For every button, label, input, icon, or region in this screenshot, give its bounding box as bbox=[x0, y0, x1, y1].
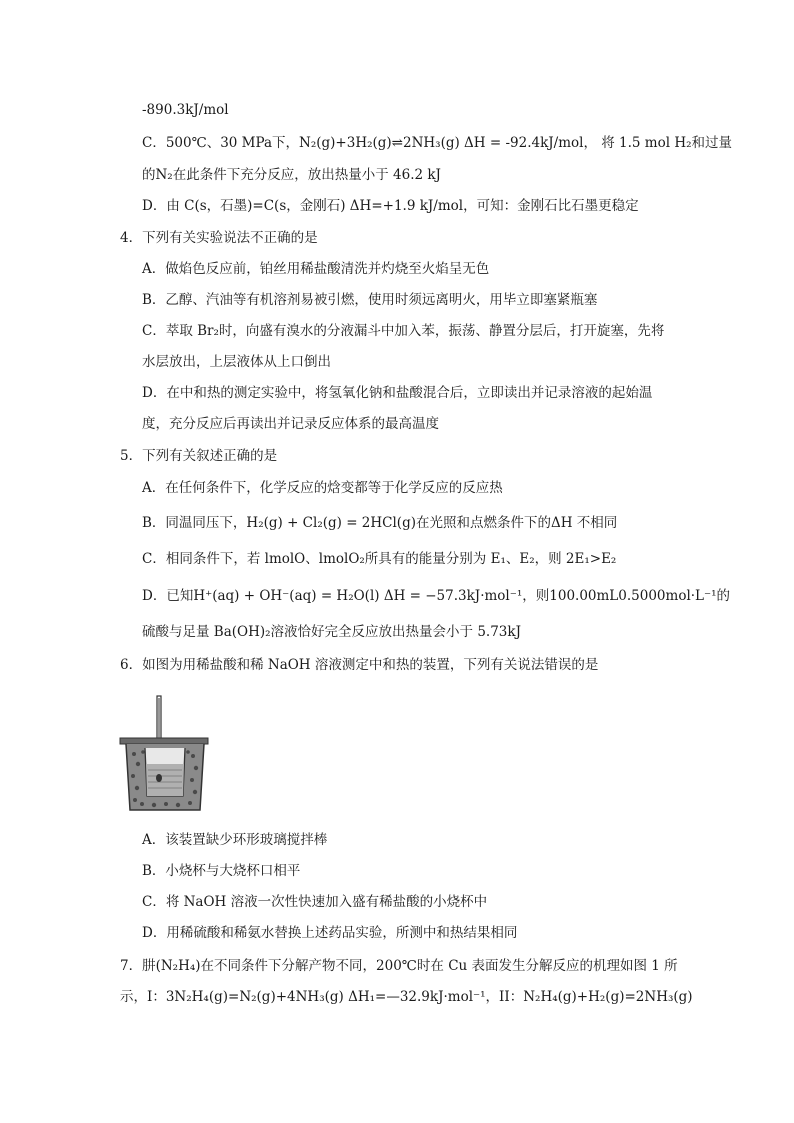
question-5-option-c: C．相同条件下，若 lmolO、lmolO₂所具有的能量分别为 E₁、E₂，则 2E₁>E₂ bbox=[142, 551, 617, 567]
question-5-option-d-cont: 硫酸与足量 Ba(OH)₂溶液恰好完全反应放出热量会小于 5.73kJ bbox=[142, 624, 521, 640]
question-6-option-b: B．小烧杯与大烧杯口相平 bbox=[142, 863, 301, 879]
question-7-stem: 7．肼(N₂H₄)在不同条件下分解产物不同，200℃时在 Cu 表面发生分解反应的机理如图 1 所 bbox=[120, 958, 678, 974]
solution bbox=[146, 764, 184, 796]
question-5-stem: 5．下列有关叙述正确的是 bbox=[120, 448, 278, 464]
question-4-option-c-cont: 水层放出，上层液体从上口倒出 bbox=[142, 354, 331, 370]
question-4-option-b: B．乙醇、汽油等有机溶剂易被引燃，使用时须远离明火，用毕立即塞紧瓶塞 bbox=[142, 292, 598, 308]
question-5-option-b: B．同温同压下，H₂(g) + Cl₂(g) = 2HCl(g)在光照和点燃条件下的ΔH 不相同 bbox=[142, 515, 618, 531]
text-line-2: C．500℃、30 MPa下，N₂(g)+3H₂(g)⇌2NH₃(g) ΔH = -92.4kJ/mol， 将 1.5 mol H₂和过量 bbox=[142, 135, 733, 151]
thermometer-bulb bbox=[156, 774, 162, 782]
question-5-option-a: A．在任何条件下，化学反应的焓变都等于化学反应的反应热 bbox=[142, 480, 503, 496]
text-line-3: 的N₂在此条件下充分反应，放出热量小于 46.2 kJ bbox=[142, 167, 441, 183]
question-6-stem: 6．如图为用稀盐酸和稀 NaOH 溶液测定中和热的装置，下列有关说法错误的是 bbox=[120, 657, 599, 673]
calorimeter-figure bbox=[118, 694, 210, 814]
question-4-option-d: D．在中和热的测定实验中，将氢氧化钠和盐酸混合后，立即读出并记录溶液的起始温 bbox=[142, 385, 653, 401]
question-7-stem-cont: 示，I：3N₂H₄(g)=N₂(g)+4NH₃(g) ΔH₁=—32.9kJ·mol⁻¹，II：N₂H₄(g)+H₂(g)=2NH₃(g) bbox=[120, 989, 693, 1005]
question-5-option-d: D．已知H⁺(aq) + OH⁻(aq) = H₂O(l) ΔH = −57.3kJ·mol⁻¹，则100.00mL0.5000mol·L⁻¹的 bbox=[142, 588, 731, 604]
question-6-option-a: A．该装置缺少环形玻璃搅拌棒 bbox=[142, 832, 328, 848]
question-4-option-c: C．萃取 Br₂时，向盛有溴水的分液漏斗中加入苯，振荡、静置分层后，打开旋塞，先将 bbox=[142, 323, 665, 339]
question-6-option-d: D．用稀硫酸和稀氨水替换上述药品实验，所测中和热结果相同 bbox=[142, 925, 518, 941]
text-line-1: -890.3kJ/mol bbox=[142, 102, 229, 118]
question-4-option-a: A．做焰色反应前，铂丝用稀盐酸清洗并灼烧至火焰呈无色 bbox=[142, 261, 490, 277]
text-line-4: D．由 C(s，石墨)=C(s，金刚石) ΔH=+1.9 kJ/mol，可知：金刚石比石墨更稳定 bbox=[142, 198, 639, 214]
question-6-option-c: C．将 NaOH 溶液一次性快速加入盛有稀盐酸的小烧杯中 bbox=[142, 894, 488, 910]
question-4-stem: 4．下列有关实验说法不正确的是 bbox=[120, 230, 318, 246]
lid bbox=[120, 738, 208, 744]
question-4-option-d-cont: 度，充分反应后再读出并记录反应体系的最高温度 bbox=[142, 416, 439, 432]
